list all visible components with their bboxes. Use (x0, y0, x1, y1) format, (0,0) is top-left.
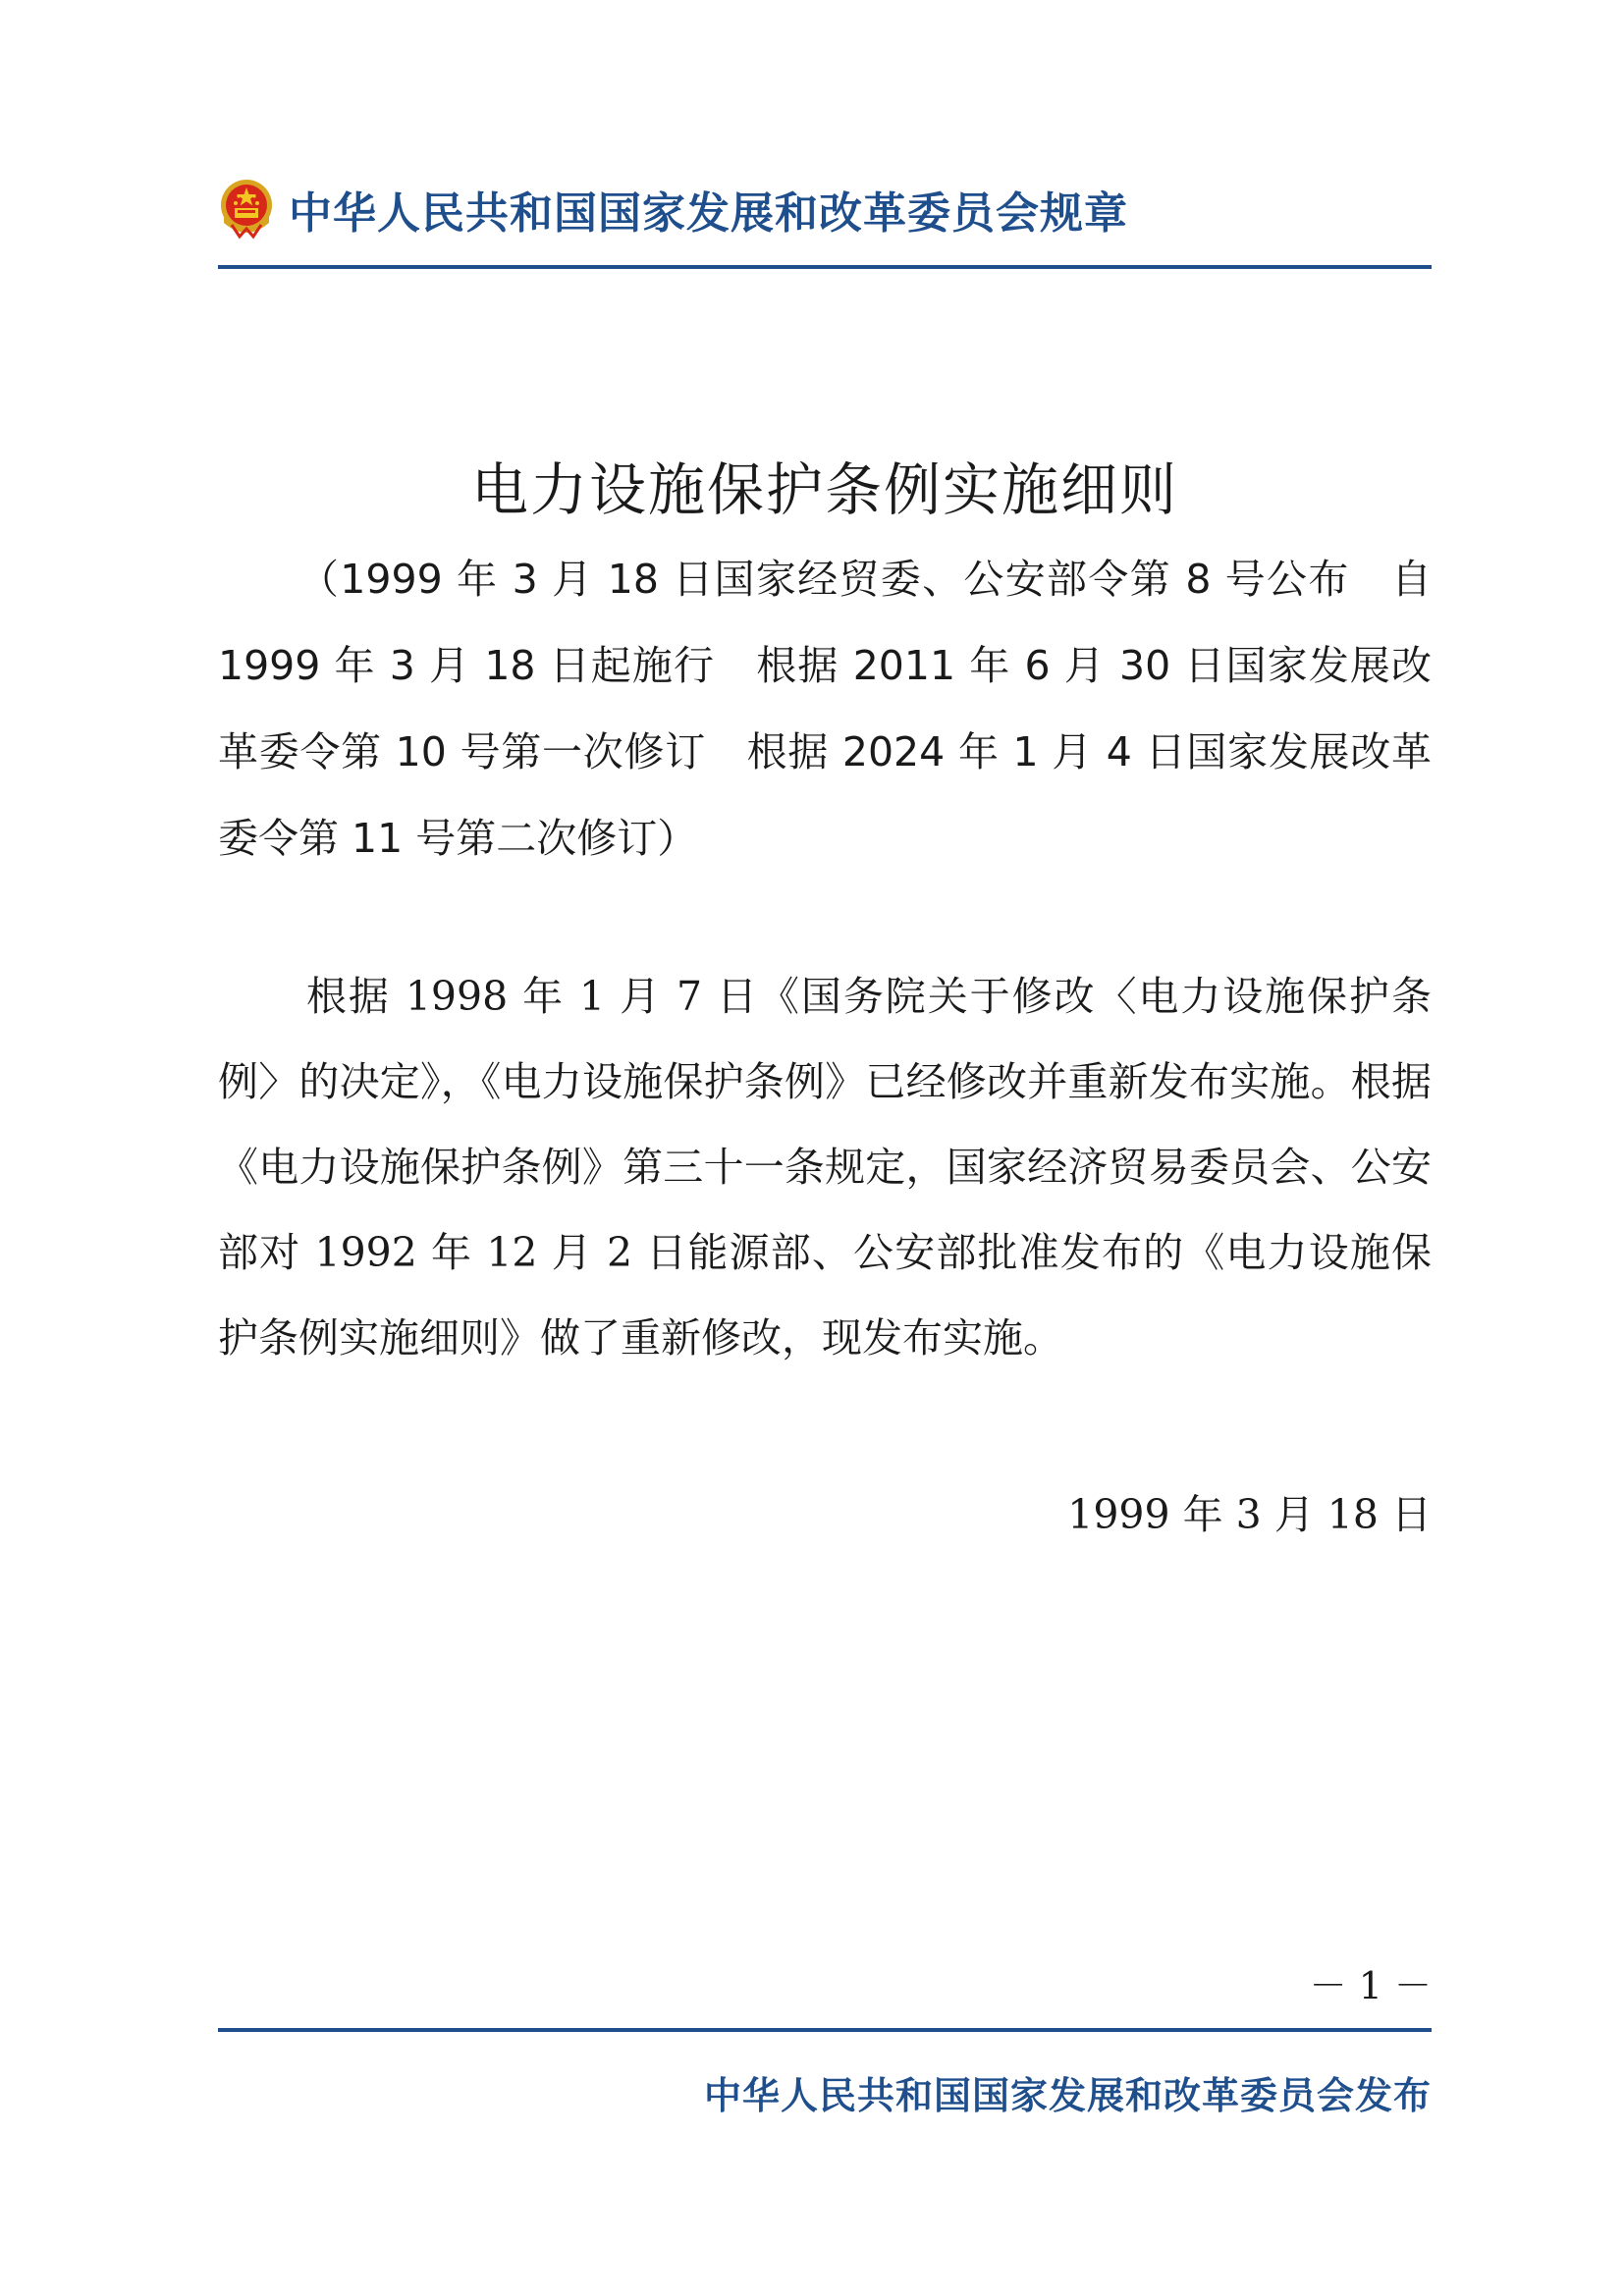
footer-divider (218, 2028, 1432, 2032)
national-emblem-icon (218, 178, 275, 240)
document-title: 电力设施保护条例实施细则 (470, 456, 1178, 523)
header-divider (218, 265, 1432, 269)
revision-history: （1999 年 3 月 18 日国家经贸委、公安部令第 8 号公布 自 1999 年 3 月 18 日起施行 根据 2011 年 6 月 30 日国家发展改革委令第 10 号第一次修订 根据 2024 年 1 月 4 日国家发展改革委令第 11 号第二次修订） (218, 556, 1432, 862)
page-header (218, 175, 1432, 243)
header-title: 中华人民共和国国家发展和改革委员会规章 (289, 188, 1128, 239)
issue-date: 1999 年 3 月 18 日 (1067, 1491, 1432, 1538)
page-number: － 1 － (1309, 1964, 1432, 2007)
footer-publisher: 中华人民共和国国家发展和改革委员会发布 (703, 2074, 1432, 2117)
preamble-paragraph: 根据 1998 年 1 月 7 日《国务院关于修改〈电力设施保护条例〉的决定》，《电力设施保护条例》已经修改并重新发布实施。根据《电力设施保护条例》第三十一条规定，国家经济贸易委员会、公安部对 1992 年 12 月 2 日能源部、公安部批准发布的《电力设施保护条例实施细则》做了重新修改，现发布实施。 (218, 973, 1432, 1362)
